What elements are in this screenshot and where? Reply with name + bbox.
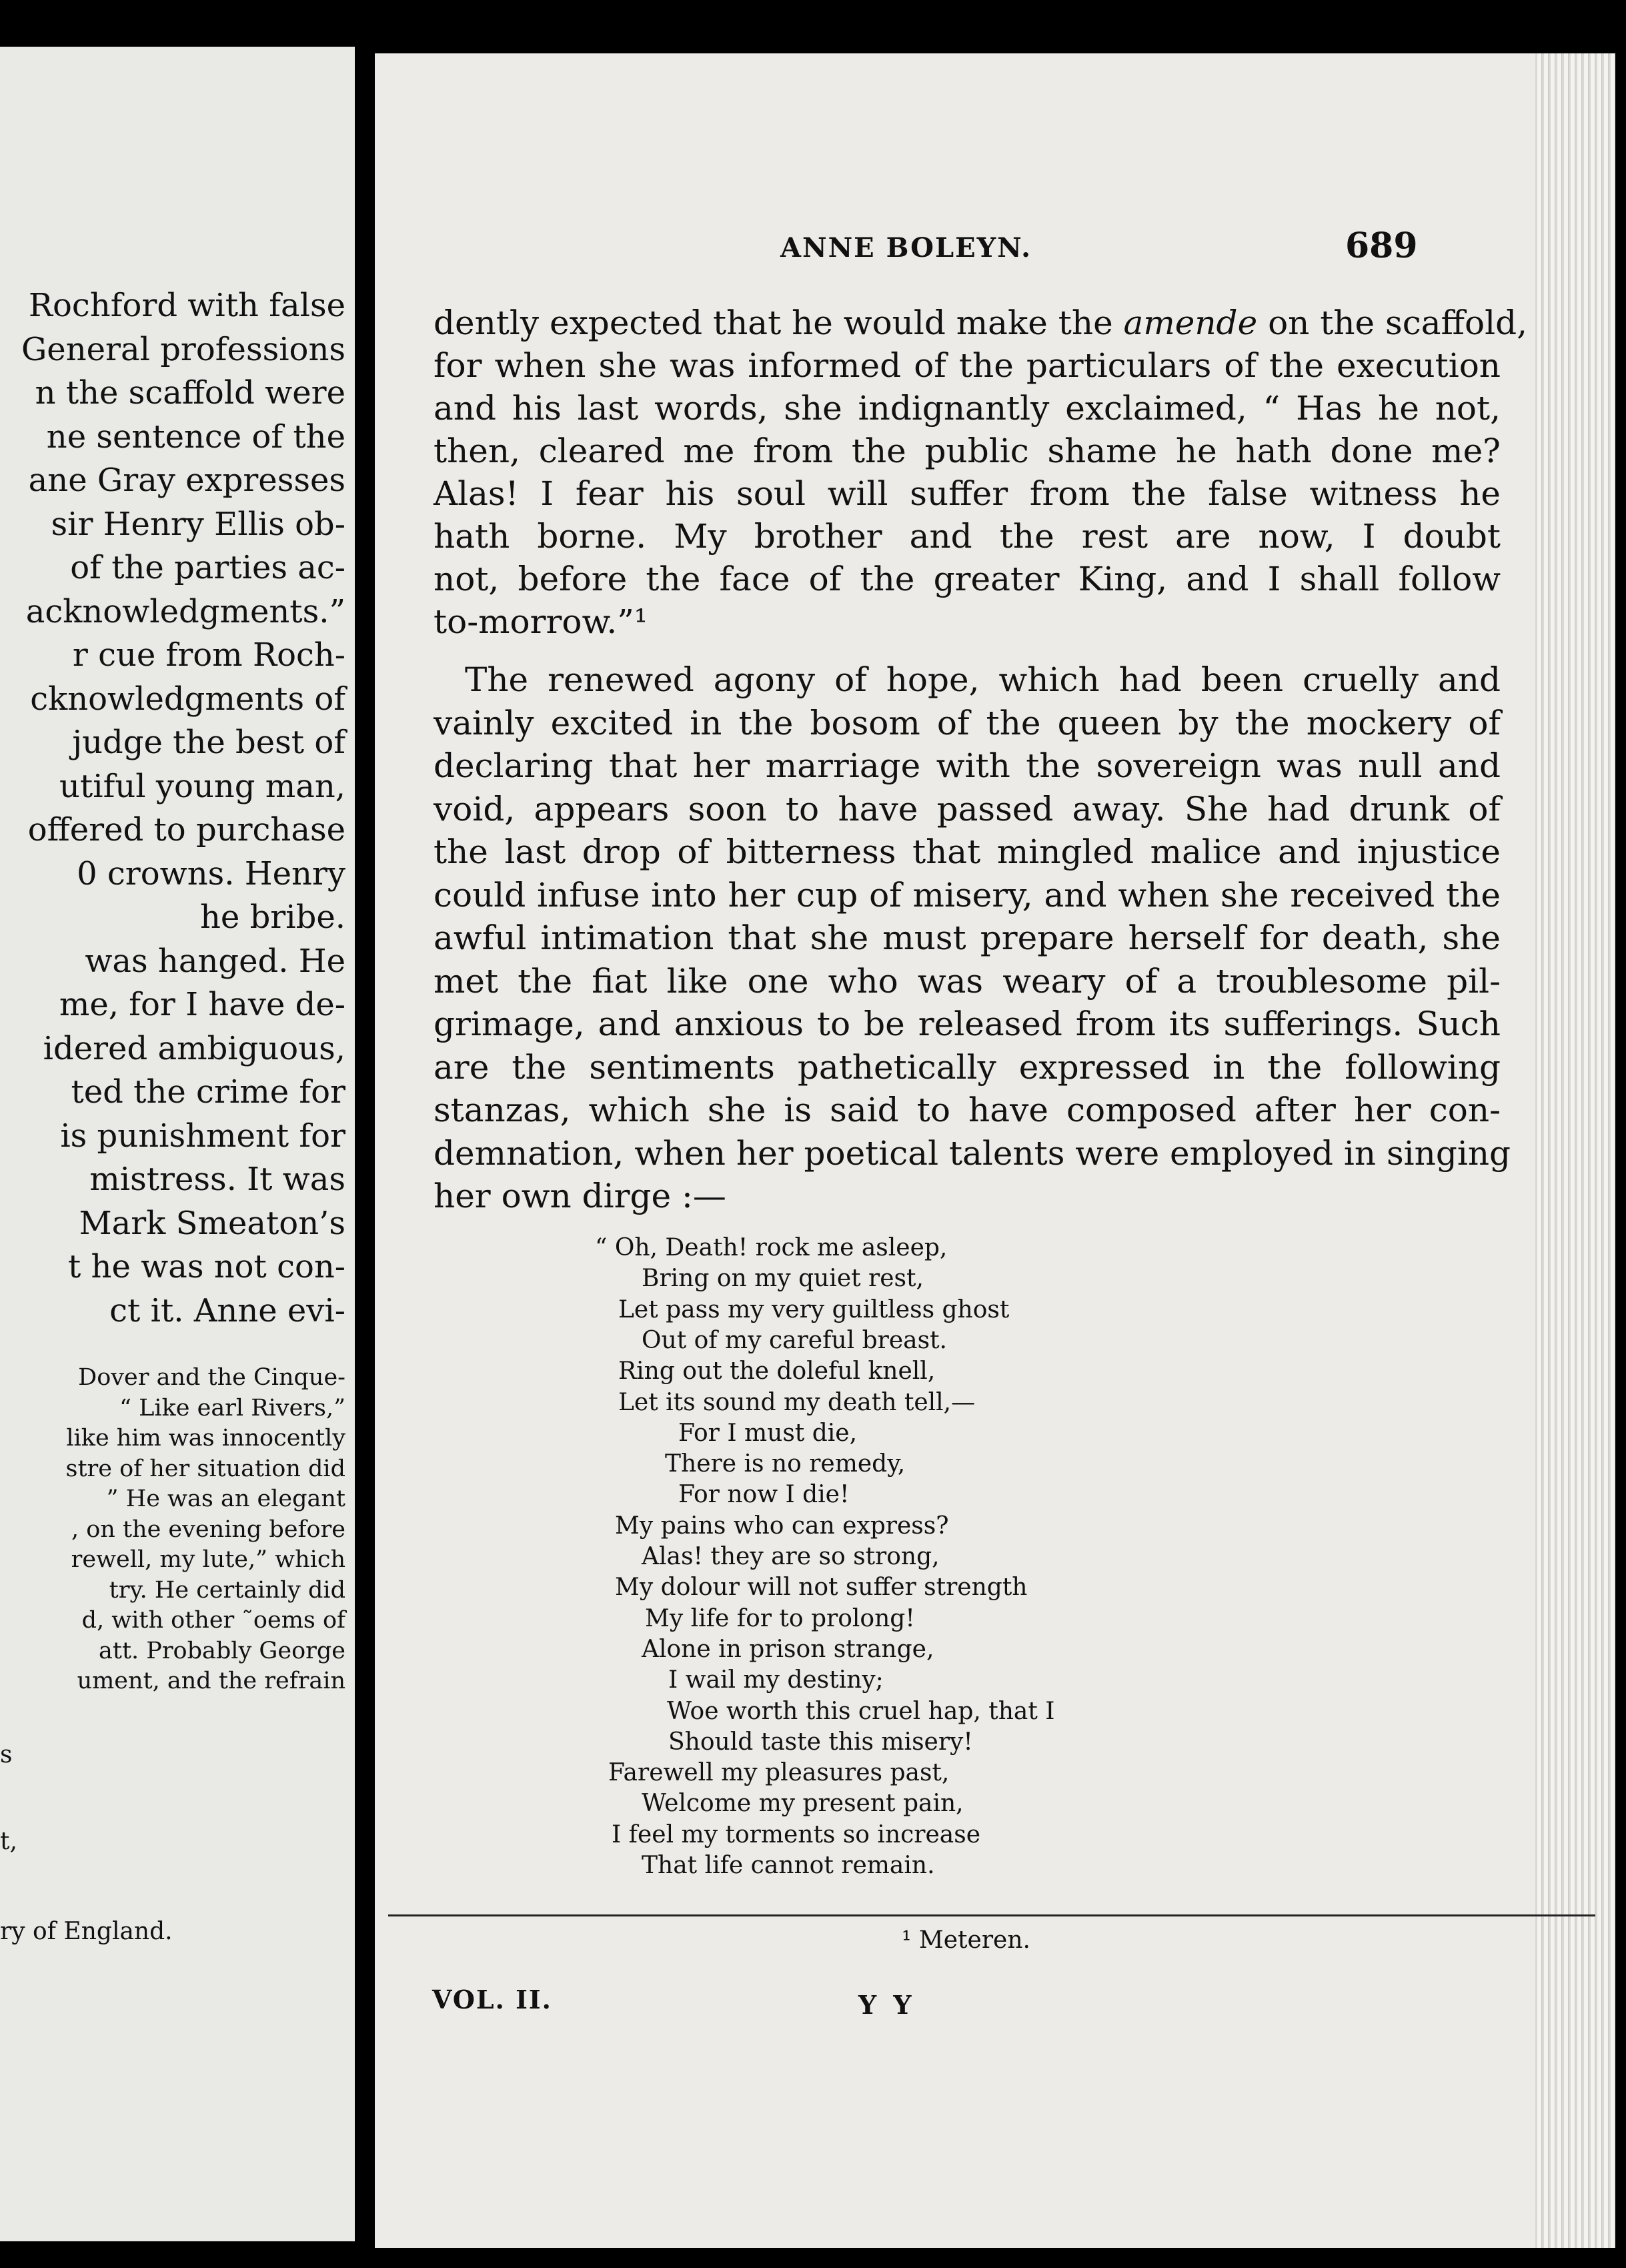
body-text-line: then, cleared me from the public shame he hath done me? [434, 432, 1501, 470]
left-text-line: Rochford with false [28, 287, 345, 324]
left-fragment-line: t, [0, 1828, 17, 1855]
page-edges [1535, 53, 1615, 2248]
poem-line: Alone in prison strange, [642, 1635, 934, 1663]
body-text-line: could infuse into her cup of misery, and when she received the [434, 875, 1501, 915]
left-footnote-line: d, with other ˜oems of [81, 1607, 345, 1634]
body-text-line: her own dirge :— [434, 1177, 726, 1215]
body-text-line: declaring that her marriage with the sovereign was null and [434, 746, 1501, 785]
body-text-line: are the sentiments pathetically expressed in the following [434, 1047, 1501, 1087]
volume-signature: VOL. II. [432, 1985, 552, 2015]
left-text-line: me, for I have de- [59, 986, 345, 1023]
left-text-line: ane Gray expresses [28, 462, 345, 499]
left-text-line: offered to purchase [27, 811, 345, 848]
left-footnote-line: like him was innocently [66, 1425, 345, 1452]
left-footnote-line: rewell, my lute,” which [71, 1546, 345, 1573]
poem-line: That life cannot remain. [642, 1852, 935, 1879]
poem-line: My pains who can express? [615, 1512, 949, 1540]
poem-line: For now I die! [678, 1481, 850, 1509]
left-footnote-line: stre of her situation did [65, 1455, 345, 1482]
left-text-line: General professions [21, 330, 345, 368]
left-text-line: judge the best of [72, 724, 345, 761]
footnote-rule [388, 1914, 1595, 1916]
left-text-line: acknowledgments.” [25, 592, 345, 630]
left-text-line: n the scaffold were [35, 374, 345, 412]
body-text-line: dently expected that he would make the amende on the scaffold, [434, 304, 1528, 342]
left-text-line: t he was not con- [68, 1248, 345, 1285]
left-text-line: utiful young man, [59, 767, 345, 805]
left-footnote-line: ument, and the refrain [77, 1668, 345, 1694]
body-text-line: stanzas, which she is said to have composed after her con- [434, 1091, 1501, 1129]
body-text-line: grimage, and anxious to be released from its sufferings. Such [434, 1005, 1501, 1043]
left-text-line: ted the crime for [71, 1073, 345, 1111]
gathering-signature: Y Y [858, 1990, 916, 2020]
left-fragment-line: ry of England. [0, 1918, 173, 1945]
body-text-line: hath borne. My brother and the rest are now, I doubt [434, 517, 1501, 556]
body-text-line: the last drop of bitterness that mingled malice and injustice [434, 832, 1501, 871]
left-text-line: is punishment for [60, 1117, 345, 1155]
poem-line: Woe worth this cruel hap, that I [667, 1697, 1055, 1725]
poem-line: I wail my destiny; [668, 1666, 884, 1694]
body-text-line: and his last words, she indignantly exclaimed, “ Has he not, [434, 389, 1501, 428]
body-text-line: not, before the face of the greater King, and I shall follow [434, 560, 1501, 598]
left-text-line: was hanged. He [85, 942, 345, 980]
left-footnote-line: att. Probably George [99, 1637, 345, 1664]
left-text-line: r cue from Roch- [72, 636, 345, 674]
left-footnote-line: “ Like earl Rivers,” [119, 1394, 345, 1422]
poem-line: Let its sound my death tell,— [618, 1388, 976, 1416]
body-text-line: The renewed agony of hope, which had been cruelly and [465, 660, 1501, 699]
left-text-line: ct it. Anne evi- [109, 1291, 345, 1329]
right-page [375, 53, 1615, 2248]
poem-line: Should taste this misery! [668, 1728, 973, 1756]
poem-line: My life for to prolong! [645, 1604, 915, 1632]
left-text-line: cknowledgments of [30, 680, 345, 718]
left-footnote-line: , on the evening before [71, 1516, 345, 1543]
left-text-line: 0 crowns. Henry [77, 855, 345, 893]
body-text-line: demnation, when her poetical talents were employed in singing [434, 1133, 1511, 1173]
left-fragment-line: s [0, 1741, 13, 1768]
left-text-line: mistress. It was [89, 1161, 345, 1198]
left-footnote-line: ” He was an elegant [106, 1486, 345, 1512]
italic-word: amende [1123, 304, 1258, 342]
left-text-line: of the parties ac- [70, 549, 345, 586]
footnote: ¹ Meteren. [902, 1926, 1030, 1954]
poem-line: Let pass my very guiltless ghost [618, 1295, 1010, 1323]
poem-line: Alas! they are so strong, [642, 1543, 940, 1570]
poem-line: My dolour will not suffer strength [615, 1574, 1028, 1602]
page-number: 689 [1345, 225, 1418, 266]
poem-line: There is no remedy, [665, 1450, 906, 1478]
left-text-line: sir Henry Ellis ob- [51, 505, 345, 543]
body-text-line: for when she was informed of the particulars of the execution [434, 346, 1501, 385]
body-text-line: awful intimation that she must prepare herself for death, she [434, 919, 1501, 957]
body-text-line: Alas! I fear his soul will suffer from the false witness he [434, 474, 1501, 513]
left-footnote-line: Dover and the Cinque- [78, 1364, 345, 1391]
poem-line: For I must die, [678, 1419, 858, 1447]
poem-line: “ Oh, Death! rock me asleep, [595, 1234, 948, 1261]
running-head: ANNE BOLEYN. [780, 232, 1032, 263]
left-text-line: he bribe. [200, 899, 345, 936]
poem-line: Welcome my present pain, [642, 1790, 964, 1818]
left-page [0, 47, 355, 2241]
left-text-line: ne sentence of the [46, 418, 345, 456]
poem-line: Out of my careful breast. [642, 1326, 947, 1354]
left-footnote-line: try. He certainly did [109, 1576, 345, 1604]
left-text-line: idered ambiguous, [43, 1029, 345, 1067]
poem-line: Farewell my pleasures past, [608, 1759, 950, 1787]
poem-line: Ring out the doleful knell, [618, 1357, 936, 1385]
poem-line: Bring on my quiet rest, [642, 1265, 924, 1293]
book-gutter [355, 0, 375, 2268]
body-text-line: met the fiat like one who was weary of a troublesome pil- [434, 961, 1501, 1001]
body-text-line: to-morrow.”¹ [434, 602, 648, 641]
poem-line: I feel my torments so increase [612, 1820, 981, 1848]
left-text-line: Mark Smeaton’s [79, 1204, 345, 1242]
body-text-line: void, appears soon to have passed away. She had drunk of [434, 789, 1501, 828]
body-text-line: vainly excited in the bosom of the queen by the mockery of [434, 703, 1501, 742]
